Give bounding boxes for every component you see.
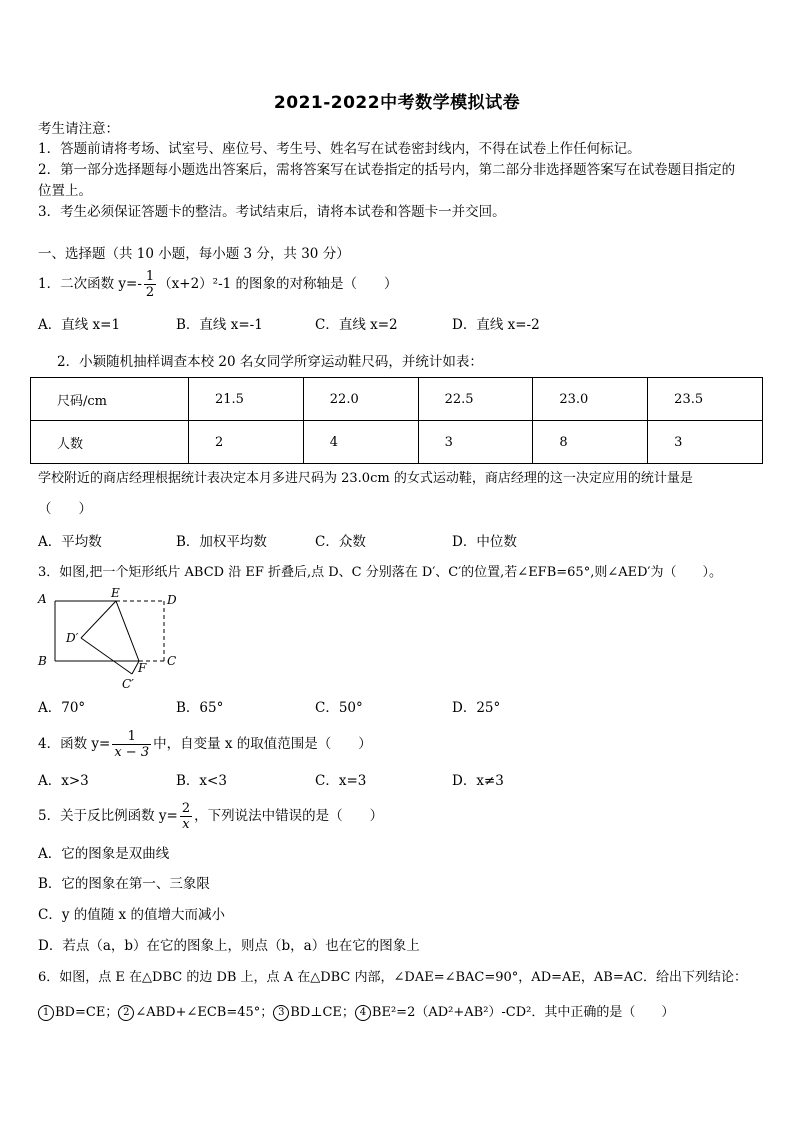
q3-option-b: B．65° [176, 700, 224, 716]
q2-option-d: D．中位数 [452, 534, 517, 550]
q1-option-b: B．直线 x=-1 [176, 317, 263, 333]
q5-pre: 5．关于反比例函数 y= [38, 808, 178, 824]
page-title: 2021-2022中考数学模拟试卷 [273, 93, 521, 113]
table-cell: 22.5 [418, 378, 533, 421]
question-4-stem [38, 727, 372, 761]
question-3-stem: 3．如图,把一个矩形纸片 ABCD 沿 EF 折叠后,点 D、C 分别落在 D′、C′的位置,若∠EFB=65°,则∠AED′为（ ）。 [38, 565, 722, 580]
q2-option-b: B．加权平均数 [176, 534, 267, 550]
q1-fraction: $\frac{1}{2}$ [145, 269, 155, 300]
fold-figure [34, 586, 184, 694]
table-row [31, 378, 763, 421]
label-E: E [111, 586, 120, 600]
table-row [31, 421, 763, 464]
notice-heading: 考生请注意： [38, 121, 119, 137]
q1-option-a: A．直线 x=1 [38, 317, 121, 333]
shoe-size-table [30, 377, 763, 464]
q4-post: 中，自变量 x 的取值范围是（ ） [153, 736, 372, 752]
q2-option-c: C．众数 [315, 534, 366, 550]
conclusion-1: BD=CE； [55, 1005, 119, 1020]
table-cell: 3 [418, 421, 533, 464]
q4-option-c: C．x=3 [315, 773, 367, 789]
label-B: B [38, 654, 47, 668]
q4-pre: 4．函数 y= [38, 736, 111, 752]
label-A: A [38, 592, 47, 606]
q5-fraction: $\frac{2}{x}$ [181, 801, 191, 832]
circled-number: 1 [38, 1005, 54, 1021]
q4-option-a: A．x>3 [38, 773, 89, 789]
q2-text: 学校附近的商店经理根据统计表决定本月多进尺码为 23.0cm 的女式运动鞋，商店经理的这一决定应用的统计量是 [38, 471, 693, 486]
table-cell: 2 [188, 421, 303, 464]
notice-item: 1．答题前请将考场、试室号、座位号、考生号、姓名写在试卷密封线内，不得在试卷上作任何标记。 [38, 141, 641, 157]
table-cell: 4 [303, 421, 418, 464]
label-C: C [167, 654, 177, 668]
notice-item: 位置上。 [38, 183, 92, 199]
q3-option-a: A．70° [38, 700, 86, 716]
table-cell: 23.0 [533, 378, 648, 421]
conclusion-2: ∠ABD+∠ECB=45°； [135, 1005, 274, 1020]
circled-number: 3 [273, 1005, 289, 1021]
q5-post: ，下列说法中错误的是（ ） [194, 808, 384, 824]
table-cell: 23.5 [648, 378, 763, 421]
notice-item: 2．第一部分选择题每小题选出答案后，需将答案写在试卷指定的括号内，第二部分非选择题答案写在试卷题目指定的 [38, 162, 736, 178]
section-heading: 一、选择题（共 10 小题，每小题 3 分，共 30 分） [38, 246, 350, 262]
table-header-cell: 人数 [31, 421, 189, 464]
q1-post: （x+2）²-1 的图象的对称轴是（ ） [158, 276, 398, 292]
edge-ED1 [81, 601, 116, 638]
q5-option-d: D．若点（a，b）在它的图象上，则点（b，a）也在它的图象上 [38, 938, 420, 954]
question-2-stem: 2．小颖随机抽样调查本校 20 名女同学所穿运动鞋尺码，并统计如表： [57, 354, 483, 370]
table-cell: 3 [648, 421, 763, 464]
conclusion-3: BD⊥CE； [290, 1005, 355, 1020]
q1-pre: 1．二次函数 y=- [38, 276, 142, 292]
conclusion-4: BE²=2（AD²+AB²）-CD²．其中正确的是（ ） [371, 1005, 675, 1020]
q3-option-c: C．50° [315, 700, 363, 716]
notice-item: 3．考生必须保证答题卡的整洁。考试结束后，请将本试卷和答题卡一并交回。 [38, 204, 506, 220]
q4-option-d: D．x≠3 [452, 773, 504, 789]
table-header-cell: 尺码/cm [31, 378, 189, 421]
edge-D1C1 [81, 638, 132, 674]
table-cell: 8 [533, 421, 648, 464]
label-C-prime: C′ [122, 677, 134, 691]
q5-option-c: C．y 的值随 x 的值增大而减小 [38, 907, 225, 923]
table-cell: 21.5 [188, 378, 303, 421]
label-D: D [167, 593, 177, 607]
q5-option-b: B．它的图象在第一、三象限 [38, 876, 210, 892]
circled-number: 4 [355, 1005, 371, 1021]
q4-fraction: $\frac{1}{x - 3}$ [114, 729, 150, 760]
table-cell: 22.0 [303, 378, 418, 421]
q3-option-d: D．25° [452, 700, 501, 716]
q1-option-c: C．直线 x=2 [315, 317, 398, 333]
circled-number: 2 [118, 1005, 134, 1021]
label-D-prime: D′ [66, 631, 79, 645]
q1-option-d: D．直线 x=-2 [452, 317, 540, 333]
q4-option-b: B．x<3 [176, 773, 227, 789]
fold-line-EF [116, 601, 139, 661]
label-F: F [138, 661, 147, 675]
question-5-stem [38, 799, 383, 833]
q6-conclusions [38, 1003, 674, 1023]
q2-option-a: A．平均数 [38, 534, 102, 550]
question-6-stem: 6．如图，点 E 在△DBC 的边 DB 上，点 A 在△DBC 内部，∠DAE=∠BAC=90°，AD=AE，AB=AC．给出下列结论： [38, 970, 748, 985]
q5-option-a: A．它的图象是双曲线 [38, 846, 170, 862]
question-1-stem [38, 267, 398, 301]
q2-bracket: （ ） [38, 501, 92, 517]
